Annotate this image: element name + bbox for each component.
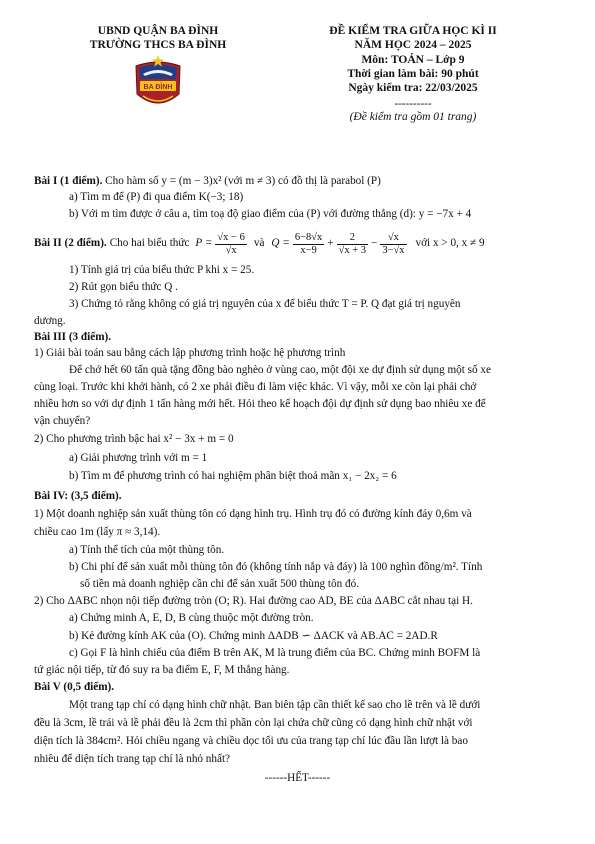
problem-3-story-line4: vận chuyển? <box>34 415 91 427</box>
expr-q2-denominator: √x + 3 <box>338 244 367 256</box>
subject-line: Môn: TOÁN – Lớp 9 <box>361 54 465 66</box>
problem-1-heading: Bài I (1 điểm). <box>34 175 103 187</box>
problem-1-intro <box>34 176 381 187</box>
minus-sign: − <box>371 237 378 250</box>
problem-5-line2: đều là 3cm, lề trái và lề phải đều là 2cm thì phần còn lại chứa chữ cũng có dạng hình chữ nhật với <box>34 717 473 729</box>
problem-4-2a: a) Chứng minh A, E, D, B cùng thuộc một đường tròn. <box>69 612 314 624</box>
problem-4-1b-line2: số tiền mà doanh nghiệp cần chi để sản xuất 500 thùng tôn đó. <box>80 578 360 590</box>
exam-title: ĐỀ KIỂM TRA GIỮA HỌC KÌ II <box>329 25 497 37</box>
problem-4-part1-line1: 1) Một doanh nghiệp sản xuất thùng tôn có dạng hình trụ. Hình trụ đó có đường kính đáy 0,6m và <box>34 508 472 520</box>
problem-5-line4: nhiêu để diện tích trang tạp chí là nhỏ nhất? <box>34 753 231 765</box>
problem-5-line1: Một trang tạp chí có dạng hình chữ nhật. Ban biên tập cần thiết kế sao cho lề trên và lề dưới <box>69 699 481 711</box>
end-marker: ------HẾT------ <box>264 772 331 784</box>
expr-q-label: Q = <box>271 237 290 250</box>
expr-q1-numerator: 6−8√x <box>294 232 323 244</box>
problem-5-heading: Bài V (0,5 điểm). <box>34 681 115 693</box>
plus-sign: + <box>327 237 334 250</box>
problem-3-part1: 1) Giải bài toán sau bằng cách lập phương trình hoặc hệ phương trình <box>34 347 346 359</box>
problem-4-1b-line1: b) Chi phí để sản xuất mỗi thùng tôn đó (không tính nắp và đáy) là 100 nghìn đồng/m². Tính <box>69 561 483 573</box>
problem-2-q3: 3) Chứng tỏ rằng không có giá trị nguyên của x để biểu thức T = P. Q đạt giá trị nguyên <box>69 298 461 310</box>
problem-3-story-line3: nhiều hơn so với dự định 1 tấn hàng mới hết. Hỏi theo kế hoạch đội dự định sử dụng bao nhiêu xe để <box>34 398 486 410</box>
problem-1b: b) Với m tìm được ở câu a, tìm toạ độ giao điểm của (P) với đường thẳng (d): y = −7x + 4 <box>69 208 472 220</box>
school-name: TRƯỜNG THCS BA ĐÌNH <box>89 39 227 51</box>
problem-3-2a: a) Giải phương trình với m = 1 <box>69 452 208 464</box>
problem-3-2b: b) Tìm m để phương trình có hai nghiệm phân biệt thoả mãn x₁ − 2x₂ = 6 <box>69 470 397 482</box>
duration-line: Thời gian làm bài: 90 phút <box>347 68 479 80</box>
problem-4-heading: Bài IV: (3,5 điểm). <box>34 490 122 502</box>
problem-2-text: Cho hai biểu thức <box>109 237 190 250</box>
expr-q3-denominator: 3−√x <box>382 244 405 256</box>
problem-2-intro <box>34 228 485 260</box>
expr-q3-numerator: √x <box>380 232 406 244</box>
department-name: UBND QUẬN BA ĐÌNH <box>97 25 219 37</box>
problem-4-part1-line2: chiều cao 1m (lấy π ≈ 3,14). <box>34 526 161 538</box>
expr-p-denominator: √x <box>225 244 237 256</box>
domain-condition: với x > 0, x ≠ 9 <box>415 237 485 250</box>
expr-q-fraction-1 <box>293 232 324 255</box>
problem-2-q1: 1) Tính giá trị của biểu thức P khi x = 25. <box>69 264 255 276</box>
expr-p-label: P = <box>195 237 213 250</box>
logo-lettering: BA ĐÌNH <box>143 84 173 91</box>
problem-2-heading: Bài II (2 điểm). <box>34 237 107 250</box>
header-separator: ---------- <box>394 98 432 110</box>
expr-p-numerator: √x − 6 <box>217 232 245 244</box>
problem-3-part2: 2) Cho phương trình bậc hai x² − 3x + m = 0 <box>34 433 234 445</box>
problem-5-line3: diện tích là 384cm². Hỏi chiều ngang và chiều dọc tối ưu của trang tạp chí lúc đầu lần lượt là bao <box>34 735 468 747</box>
problem-4-2c-line2: tứ giác nội tiếp, từ đó suy ra ba điểm E, F, M thẳng hàng. <box>34 664 290 676</box>
problem-1a: a) Tìm m để (P) đi qua điểm K(−3; 18) <box>69 191 244 203</box>
problem-4-part2: 2) Cho ΔABC nhọn nội tiếp đường tròn (O; R). Hai đường cao AD, BE của ΔABC cắt nhau tại H. <box>34 595 473 607</box>
problem-1-text: Cho hàm số y = (m − 3)x² (với m ≠ 3) có đồ thị là parabol (P) <box>105 175 381 187</box>
problem-2-q3-cont: dương. <box>34 315 66 327</box>
school-logo <box>133 54 183 112</box>
word-and: và <box>253 237 265 250</box>
expr-p-fraction <box>215 232 246 255</box>
exam-date: Ngày kiểm tra: 22/03/2025 <box>348 82 478 94</box>
school-year: NĂM HỌC 2024 – 2025 <box>354 39 472 51</box>
problem-4-2b: b) Kẻ đường kính AK của (O). Chứng minh ΔADB ∽ ΔACK và AB.AC = 2AD.R <box>69 630 438 642</box>
expr-q-fraction-3 <box>380 232 406 255</box>
expr-q1-denominator: x−9 <box>300 244 317 256</box>
problem-3-story-line2: cùng loại. Trước khi khởi hành, có 2 xe phải điều đi làm việc khác. Vì vậy, mỗi xe còn lại phải chở <box>34 381 477 393</box>
problem-3-story-line1: Để chở hết 60 tấn quà tặng đồng bào nghèo ở vùng cao, một đội xe dự định sử dụng một số xe <box>69 364 491 376</box>
expr-q-fraction-2 <box>337 232 368 255</box>
problem-3-heading: Bài III (3 điểm). <box>34 331 112 343</box>
page-count-note: (Đề kiểm tra gồm 01 trang) <box>349 111 477 123</box>
problem-4-1a: a) Tính thể tích của một thùng tôn. <box>69 544 225 556</box>
expr-q2-numerator: 2 <box>337 232 368 244</box>
problem-4-2c-line1: c) Gọi F là hình chiếu của điểm B trên AK, M là trung điểm của BC. Chứng minh BOFM là <box>69 647 481 659</box>
problem-2-q2: 2) Rút gọn biểu thức Q . <box>69 281 178 293</box>
